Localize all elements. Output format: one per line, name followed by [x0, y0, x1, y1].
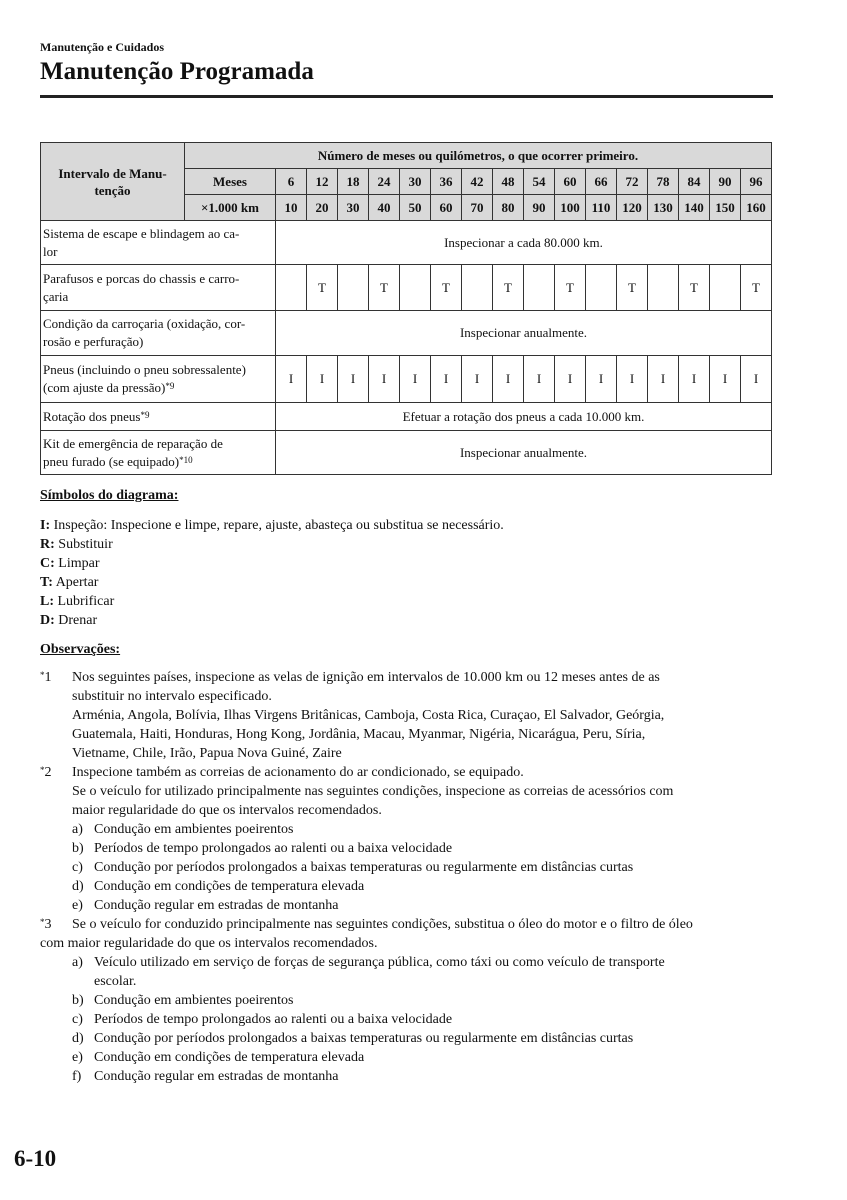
km-header: 10	[276, 195, 307, 221]
footnote-sub-item	[72, 953, 780, 991]
footnote	[40, 763, 780, 915]
km-header: 90	[524, 195, 555, 221]
table-row	[41, 311, 772, 356]
schedule-cell	[586, 265, 617, 311]
observations-list	[40, 668, 780, 1086]
footnote-sub-item	[72, 1067, 780, 1086]
schedule-cell: I	[400, 356, 431, 403]
km-header: 70	[462, 195, 493, 221]
item-label-line2: lor	[43, 243, 58, 259]
schedule-cell: T	[369, 265, 400, 311]
footnote-sub-item	[72, 1048, 780, 1067]
table-row	[41, 265, 772, 311]
item-label-line2: çaria	[43, 288, 69, 304]
schedule-cell: I	[307, 356, 338, 403]
month-header: 96	[741, 169, 772, 195]
title-divider	[40, 95, 773, 98]
legend-item	[40, 535, 780, 554]
sub-item-letter: f)	[72, 1069, 82, 1084]
month-header: 36	[431, 169, 462, 195]
item-label-line1: Condição da carroçaria (oxidação, cor-	[43, 316, 246, 331]
km-header: 80	[493, 195, 524, 221]
km-header: 120	[617, 195, 648, 221]
month-header: 84	[679, 169, 710, 195]
sub-item-text: Condução por períodos prolongados a baixas temperaturas ou regularmente em distâncias curtas	[94, 1031, 634, 1046]
schedule-cell	[648, 265, 679, 311]
schedule-cell: T	[741, 265, 772, 311]
schedule-span-text: Inspecionar a cada 80.000 km.	[276, 221, 772, 265]
month-header: 66	[586, 169, 617, 195]
schedule-cell	[710, 265, 741, 311]
schedule-cell	[524, 265, 555, 311]
schedule-span-text: Inspecionar anualmente.	[276, 431, 772, 475]
legend-text: Lubrificar	[54, 594, 115, 609]
sub-item-letter: d)	[72, 1031, 84, 1046]
item-label-line1: Kit de emergência de reparação de	[43, 435, 223, 451]
footnote-mark: *3	[40, 917, 52, 932]
item-label	[41, 431, 276, 475]
item-label	[41, 356, 276, 403]
schedule-cell: T	[493, 265, 524, 311]
legend-item	[40, 592, 780, 611]
footnote-sub-item	[72, 896, 780, 915]
schedule-span-text: Inspecionar anualmente.	[276, 311, 772, 356]
month-header: 18	[338, 169, 369, 195]
schedule-cell: T	[307, 265, 338, 311]
sub-item-letter: a)	[72, 955, 83, 970]
legend-key: R:	[40, 537, 55, 552]
footnote-line: Arménia, Angola, Bolívia, Ilhas Virgens Britânicas, Camboja, Costa Rica, Curaçao, El Salvador, Geórgia,	[72, 708, 665, 723]
footnote-line: Se o veículo for conduzido principalmente nas seguintes condições, substitua o óleo do motor e o filtro de óleo	[72, 917, 693, 932]
table-row	[41, 221, 772, 265]
footnote-line: Se o veículo for utilizado principalmente nas seguintes condições, inspecione as correias de acessórios com	[72, 784, 674, 799]
schedule-cell: I	[617, 356, 648, 403]
sub-item-letter: a)	[72, 822, 83, 837]
item-label	[41, 403, 276, 431]
km-header: 150	[710, 195, 741, 221]
observations-heading: Observações:	[40, 642, 121, 657]
schedule-cell: T	[679, 265, 710, 311]
sub-item-text: Veículo utilizado em serviço de forças de segurança pública, como táxi ou como veículo de transporte	[94, 955, 665, 970]
section-label: Manutenção e Cuidados	[40, 40, 165, 54]
sub-item-text: Condução por períodos prolongados a baixas temperaturas ou regularmente em distâncias curtas	[94, 860, 634, 875]
schedule-cell: I	[741, 356, 772, 403]
footnote-ref: *9	[165, 381, 175, 391]
sub-item-text: Condução em condições de temperatura elevada	[94, 1050, 365, 1065]
interval-header-line1: Intervalo de Manu-	[58, 165, 167, 181]
sub-item-letter: c)	[72, 860, 83, 875]
footnote-mark: *2	[40, 765, 52, 780]
month-header: 30	[400, 169, 431, 195]
month-header: 90	[710, 169, 741, 195]
schedule-span-text: Efetuar a rotação dos pneus a cada 10.000 km.	[276, 403, 772, 431]
footnote-line: substituir no intervalo especificado.	[72, 689, 272, 704]
interval-header-line2: tenção	[94, 182, 131, 198]
month-header: 42	[462, 169, 493, 195]
sub-item-text-cont: escolar.	[94, 974, 137, 989]
schedule-cell	[338, 265, 369, 311]
item-label-line1: Pneus (incluindo o pneu sobressalente)	[43, 362, 246, 377]
item-label-line2: pneu furado (se equipado)	[43, 453, 180, 469]
km-header: 40	[369, 195, 400, 221]
sub-item-text: Condução em ambientes poeirentos	[94, 822, 294, 837]
item-label-line2: rosão e perfuração)	[43, 334, 144, 349]
sub-item-letter: d)	[72, 879, 84, 894]
legend-key: T:	[40, 575, 53, 590]
legend-heading: Símbolos do diagrama:	[40, 488, 179, 503]
legend-key: I:	[40, 518, 51, 533]
schedule-cell: T	[555, 265, 586, 311]
sub-item-letter: e)	[72, 898, 83, 913]
km-header: 100	[555, 195, 586, 221]
schedule-cell: T	[617, 265, 648, 311]
footnote-sub-item	[72, 1010, 780, 1029]
legend-item	[40, 516, 780, 535]
km-header: 50	[400, 195, 431, 221]
km-header: 140	[679, 195, 710, 221]
sub-item-text: Períodos de tempo prolongados ao ralenti ou a baixa velocidade	[94, 841, 453, 856]
sub-item-text: Períodos de tempo prolongados ao ralenti ou a baixa velocidade	[94, 1012, 453, 1027]
schedule-cell: I	[431, 356, 462, 403]
schedule-cell: I	[493, 356, 524, 403]
footnote-line: Guatemala, Haiti, Honduras, Hong Kong, Jordânia, Macau, Myanmar, Nigéria, Nicarágua, Peru, Síria,	[72, 727, 646, 742]
footnote-line: Inspecione também as correias de acionamento do ar condicionado, se equipado.	[72, 765, 524, 780]
month-header: 12	[307, 169, 338, 195]
km-header: 20	[307, 195, 338, 221]
legend-text: Inspeção: Inspecione e limpe, repare, ajuste, abasteça ou substitua se necessário.	[50, 518, 504, 533]
item-label-line1: Sistema de escape e blindagem ao ca-	[43, 225, 240, 241]
legend-text: Limpar	[54, 556, 100, 571]
km-header: 60	[431, 195, 462, 221]
footnote-sub-item	[72, 839, 780, 858]
item-label-line2: (com ajuste da pressão)	[43, 380, 166, 395]
km-header: 130	[648, 195, 679, 221]
item-label	[41, 265, 276, 311]
legend-text: Substituir	[54, 537, 113, 552]
footnote-ref: *9	[140, 409, 150, 420]
month-header: 54	[524, 169, 555, 195]
schedule-cell: I	[648, 356, 679, 403]
schedule-cell	[276, 265, 307, 311]
footnote-line: com maior regularidade do que os intervalos recomendados.	[40, 936, 378, 951]
footnote	[40, 668, 780, 763]
schedule-cell: I	[555, 356, 586, 403]
item-label-line1: Rotação dos pneus	[43, 408, 141, 424]
schedule-cell: I	[338, 356, 369, 403]
schedule-cell: I	[679, 356, 710, 403]
legend-text: Apertar	[52, 575, 99, 590]
legend-item	[40, 573, 780, 592]
month-header: 24	[369, 169, 400, 195]
schedule-cell: I	[276, 356, 307, 403]
footnote-mark: *1	[40, 670, 52, 685]
month-header: 60	[555, 169, 586, 195]
schedule-cell: I	[524, 356, 555, 403]
footnote-ref: *10	[179, 454, 193, 465]
item-label-line1: Parafusos e porcas do chassis e carro-	[43, 270, 240, 286]
span-header: Número de meses ou quilómetros, o que ocorrer primeiro.	[185, 143, 772, 169]
legend-item	[40, 554, 780, 573]
sub-item-letter: c)	[72, 1012, 83, 1027]
km-header: 110	[586, 195, 617, 221]
footnote-line: Vietname, Chile, Irão, Papua Nova Guiné, Zaire	[72, 746, 342, 761]
legend-key: D:	[40, 613, 55, 628]
item-label	[41, 221, 276, 265]
sub-item-text: Condução em ambientes poeirentos	[94, 993, 294, 1008]
month-header: 78	[648, 169, 679, 195]
schedule-cell: I	[586, 356, 617, 403]
legend-text: Drenar	[54, 613, 98, 628]
legend-key: L:	[40, 594, 54, 609]
km-label: ×1.000 km	[185, 195, 276, 221]
footnote-mark-text: *	[40, 670, 45, 680]
km-header: 160	[741, 195, 772, 221]
interval-header	[41, 143, 185, 221]
month-header: 72	[617, 169, 648, 195]
month-header: 48	[493, 169, 524, 195]
footnote-mark-text: *	[40, 765, 45, 775]
maintenance-schedule-table	[40, 142, 772, 475]
footnote-sub-item	[72, 858, 780, 877]
legend-item	[40, 611, 780, 630]
page-number: 6-10	[14, 1146, 57, 1171]
schedule-cell: I	[369, 356, 400, 403]
legend-key: C:	[40, 556, 55, 571]
month-header: 6	[276, 169, 307, 195]
sub-item-text: Condução regular em estradas de montanha	[94, 898, 339, 913]
sub-item-letter: b)	[72, 993, 84, 1008]
schedule-cell: T	[431, 265, 462, 311]
footnote	[40, 915, 780, 1086]
footnote-sub-item	[72, 877, 780, 896]
footnote-sub-item	[72, 820, 780, 839]
table-row	[41, 403, 772, 431]
item-label	[41, 311, 276, 356]
schedule-cell	[462, 265, 493, 311]
legend-list	[40, 516, 780, 630]
page-title: Manutenção Programada	[40, 58, 314, 85]
schedule-cell: I	[462, 356, 493, 403]
footnote-line: Nos seguintes países, inspecione as velas de ignição em intervalos de 10.000 km ou 12 meses antes de as	[72, 670, 660, 685]
km-header: 30	[338, 195, 369, 221]
footnote-mark-text: *	[40, 917, 45, 927]
footnote-sub-item	[72, 991, 780, 1010]
table-row	[41, 356, 772, 403]
footnote-line: maior regularidade do que os intervalos recomendados.	[72, 803, 382, 818]
notes-section	[40, 486, 780, 1086]
schedule-cell: I	[710, 356, 741, 403]
sub-item-letter: e)	[72, 1050, 83, 1065]
months-label: Meses	[185, 169, 276, 195]
footnote-sub-item	[72, 1029, 780, 1048]
sub-item-text: Condução em condições de temperatura elevada	[94, 879, 365, 894]
schedule-cell	[400, 265, 431, 311]
sub-item-letter: b)	[72, 841, 84, 856]
table-row	[41, 431, 772, 475]
sub-item-text: Condução regular em estradas de montanha	[94, 1069, 339, 1084]
